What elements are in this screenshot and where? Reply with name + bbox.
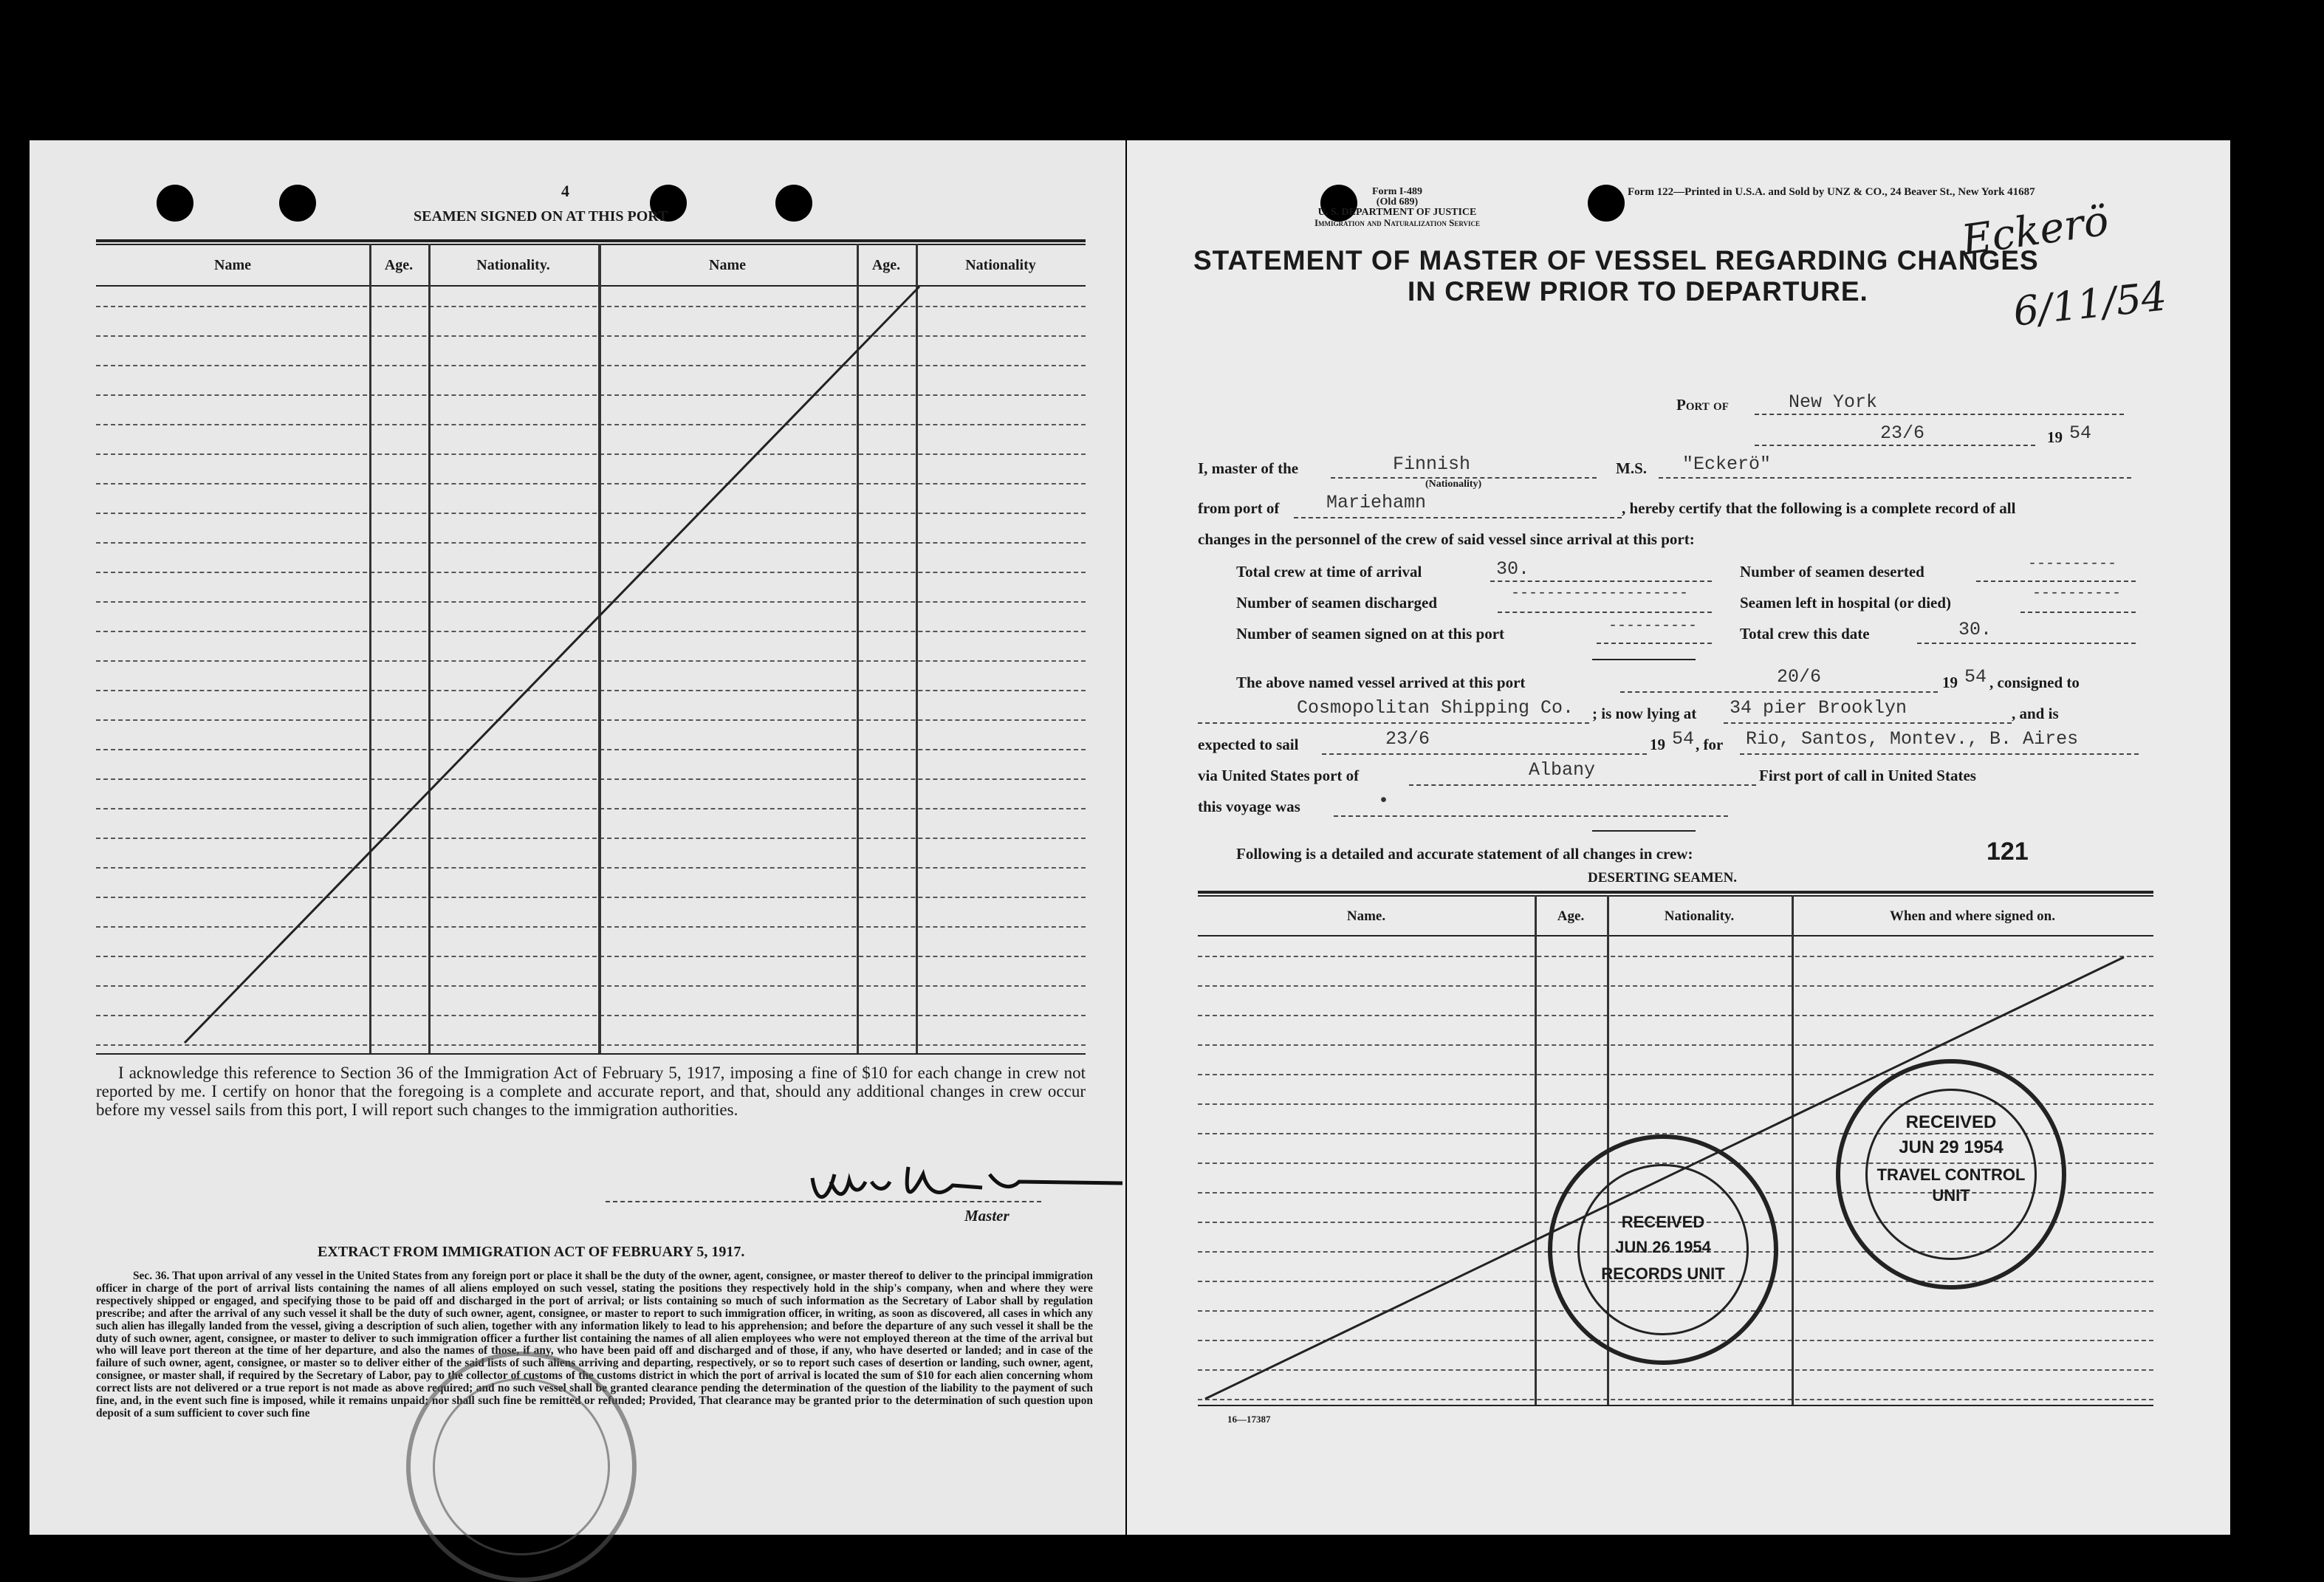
stamp-received-text: RECEIVED [1905,1112,1997,1132]
column-header-nationality-2: Nationality [965,257,1036,273]
stamp-received-text: RECEIVED [1621,1213,1705,1231]
column-header-name: Name. [1346,908,1386,924]
stamp-date-text: JUN 29 1954 [1899,1137,2003,1157]
discharged-value: -------------------- [1511,585,1689,602]
and-is-label: , and is [2012,705,2059,722]
master-of-label: I, master of the [1198,459,1299,477]
expected-label: expected to sail [1198,736,1299,753]
hospital-value: ---------- [2032,585,2122,602]
section-title: SEAMEN SIGNED ON AT THIS PORT [414,208,668,225]
column-header-signed-on: When and where signed on. [1889,908,2055,924]
form-number: Form I-489 [1371,186,1423,197]
column-header-age: Age. [1557,908,1585,924]
consignee-value: Cosmopolitan Shipping Co. [1297,697,1574,719]
form-old-number: (Old 689) [1376,196,1419,208]
column-header-nationality: Nationality. [476,257,550,273]
ms-label: M.S. [1616,459,1647,477]
master-label: Master [964,1207,1010,1225]
signed-on-value: ---------- [1608,617,1698,634]
nationality-caption: (Nationality) [1425,479,1482,490]
deserted-label: Number of seamen deserted [1740,563,1924,581]
extract-text: Sec. 36. That upon arrival of any vessel in the United States from any foreign port or place it shall be the duty of the owner, agent, consignee, or master thereof to deliver to the principal immigration officer in charge of the port of arrival lists containing the names of all aliens employed on such vessel, stating the positions they respectively hold in the ship's company, when and where they were respectively shipped or engaged, and specifying those to be paid off and discharged in the port of arrival; or lists containing so much of such information as the Secretary of Labor shall by regulation prescribe; and after the arrival of any such vessel it shall be the duty of such owner, agent, consignee, or master to report to such immigration officer, in writing, as soon as discovered, all cases in which any such alien has illegally landed from the vessel, giving a description of such alien, together with any information likely to lead to his apprehension; and before the departure of any such vessel it shall be the duty of such owner, agent, consignee, or master to deliver to such immigration officer a further list containing the names of all alien employees who were not employed thereon at the time of the arrival but who will leave port thereon at the time of her departure, and also the names of those, if any, who have been paid off and discharged and of those, if any, who have deserted or landed; and in case of the failure of such owner, agent, consignee, or master so to deliver either of the said lists of such aliens arriving and departing, respectively, or so to report such cases of desertion or landing, such owner, agent, consignee, or master shall, if required by the Secretary of Labor, pay to the collector of customs of the customs district in which the port of arrival is located the sum of $10 for each alien concerning whom correct lists are not delivered or a true report is not made as above required; and no such vessel shall be granted clearance pending the determination of the question of the liability to the payment of such fine, and, in the event such fine is imposed, while it remains unpaid; nor shall such fine be remitted or refunded; Provided, That clearance may be granted prior to the determination of such question upon deposit of a sum sufficient to cover such fine [96,1270,1093,1420]
year-prefix: 19 [2047,428,2063,446]
left-page [30,140,1125,1535]
destination-value: Rio, Santos, Montev., B. Aires [1746,728,2079,750]
arrived-year-prefix: 19 [1942,674,1958,691]
nationality-value: Finnish [1393,453,1471,475]
vessel-value: "Eckerö" [1682,453,1772,475]
stamp-unit-text: TRAVEL CONTROL [1876,1165,2026,1184]
right-page [1127,140,2230,1535]
lying-value: 34 pier Brooklyn [1730,697,1907,719]
lying-label: ; is now lying at [1592,705,1697,722]
for-label: , for [1696,736,1724,753]
expected-year-prefix: 19 [1650,736,1665,753]
date-value: 23/6 [1880,422,1925,444]
total-crew-date-value: 30. [1958,619,1992,640]
total-crew-arrival-value: 30. [1496,558,1530,580]
first-port-label: First port of call in United States [1759,767,1976,784]
master-signature [798,1160,1145,1211]
service-name: Immigration and Naturalization Service [1314,217,1481,228]
via-value: Albany [1529,759,1596,781]
extract-title: EXTRACT FROM IMMIGRATION ACT OF FEBRUARY 5, 1917. [318,1244,745,1260]
from-port-label: from port of [1198,499,1280,517]
stamp-date-text: JUN 26 1954 [1615,1238,1711,1256]
deserting-title: DESERTING SEAMEN. [1588,870,1738,886]
cancel-diagonal-line [30,140,1125,1100]
voyage-label: this voyage was [1198,798,1300,815]
printer-note: Form 122—Printed in U.S.A. and Sold by UNZ & CO., 24 Beaver St., New York 41687 [1628,186,2035,198]
stamped-number: 121 [1987,838,2029,866]
acknowledgement-text: I acknowledge this reference to Section 36 of the Immigration Act of February 5, 1917, imposing a fine of $10 for each change in crew not reported by me. I certify on honor that the foregoing is a complete and accurate report, and that, should any additional changes in crew occur before my vessel sails from this port, I will report such changes to the immigration authorities. [96,1064,1086,1119]
port-of-label: Port of [1676,396,1729,414]
column-header-nationality: Nationality. [1664,908,1735,924]
column-header-name: Name [214,257,251,273]
page-number: 4 [561,182,569,200]
total-crew-arrival-label: Total crew at time of arrival [1236,563,1422,581]
from-port-value: Mariehamn [1326,492,1427,513]
travel-control-stamp [1836,1059,2066,1290]
column-header-age: Age. [384,257,414,273]
arrived-year-value: 54 [1964,666,1987,688]
stamp-unit-text: UNIT [1932,1186,1970,1205]
form-title-line2: IN CREW PRIOR TO DEPARTURE. [1408,276,1868,307]
expected-year-value: 54 [1672,728,1695,750]
records-unit-stamp [1548,1134,1778,1365]
total-crew-date-label: Total crew this date [1740,625,1870,643]
column-header-name-2: Name [709,257,746,273]
certify-text: , hereby certify that the following is a complete record of all [1622,499,2016,517]
handwritten-date: 6/11/54 [2011,273,2169,335]
footer-code: 16—17387 [1227,1414,1271,1425]
arrived-value: 20/6 [1777,666,1822,688]
arrived-label: The above named vessel arrived at this port [1236,674,1526,691]
hospital-label: Seamen left in hospital (or died) [1740,594,1952,612]
voyage-value: • [1378,790,1390,812]
following-text: Following is a detailed and accurate statement of all changes in crew: [1236,845,1693,863]
department-name: U. S. DEPARTMENT OF JUSTICE [1317,207,1477,218]
form-title-line1: STATEMENT OF MASTER OF VESSEL REGARDING CHANGES [1193,245,2039,275]
expected-value: 23/6 [1385,728,1430,750]
changes-text: changes in the personnel of the crew of said vessel since arrival at this port: [1198,530,1695,548]
faded-stamp [406,1352,637,1582]
port-of-value: New York [1789,391,1878,413]
column-header-age-2: Age. [871,257,901,273]
discharged-label: Number of seamen discharged [1236,594,1438,612]
via-label: via United States port of [1198,767,1360,784]
year-value: 54 [2069,422,2092,444]
signed-on-label: Number of seamen signed on at this port [1236,625,1505,643]
consigned-label: , consigned to [1989,674,2080,691]
stamp-unit-text: RECORDS UNIT [1601,1264,1725,1283]
handwritten-vessel-name: Eckerö [1958,196,2112,265]
deserted-value: ---------- [2028,555,2117,572]
